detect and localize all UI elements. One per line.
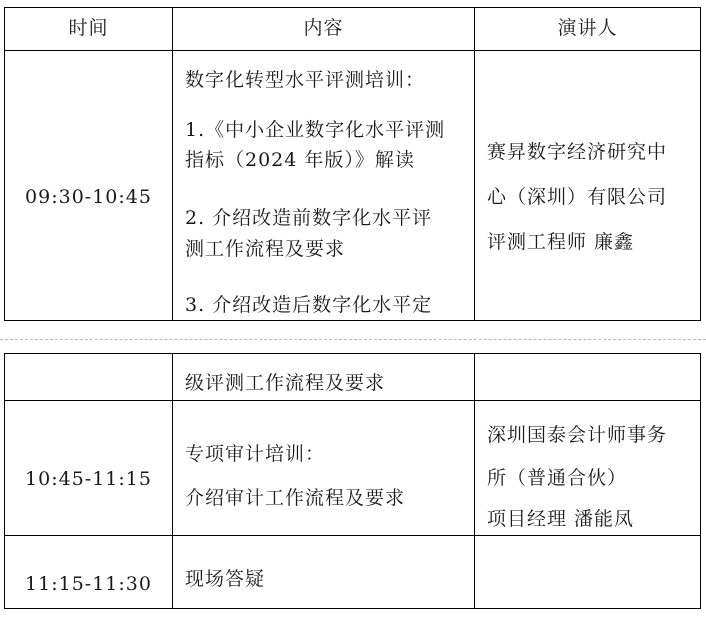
row1-speaker-line3: 评测工程师 廉鑫 xyxy=(487,231,635,253)
page-break xyxy=(0,321,706,343)
row1-content-line2: 1.《中小企业数字化水平评测 xyxy=(185,119,446,141)
row1-content-line5: 测工作流程及要求 xyxy=(185,238,346,260)
row1-content-line6: 3. 介绍改造后数字化水平定 xyxy=(185,294,433,316)
row1-continued-content: 级评测工作流程及要求 xyxy=(185,372,386,394)
row3-content: 现场答疑 xyxy=(185,568,266,590)
row1-content-line1: 数字化转型水平评测培训： xyxy=(185,69,426,91)
row1-time: 09:30-10:45 xyxy=(25,186,152,208)
header-speaker: 演讲人 xyxy=(557,17,618,39)
header-time: 时间 xyxy=(68,17,109,39)
row2-time: 10:45-11:15 xyxy=(25,468,152,490)
row3-time: 11:15-11:30 xyxy=(25,573,152,595)
row2-content-line2: 介绍审计工作流程及要求 xyxy=(185,487,406,509)
row2-speaker-line1: 深圳国泰会计师事务 xyxy=(487,424,668,446)
row1-content-line4: 2. 介绍改造前数字化水平评 xyxy=(185,207,433,229)
row1-speaker-line2: 心（深圳）有限公司 xyxy=(487,186,668,208)
row2-speaker-line2: 所（普通合伙） xyxy=(487,467,628,489)
row2-speaker-line3: 项目经理 潘能凤 xyxy=(487,508,635,530)
header-content: 内容 xyxy=(303,17,344,39)
row1-speaker-line1: 赛昇数字经济研究中 xyxy=(487,141,668,163)
row2-content-line1: 专项审计培训： xyxy=(185,443,326,465)
row1-content-line3: 指标（2024 年版）》解读 xyxy=(185,149,415,171)
